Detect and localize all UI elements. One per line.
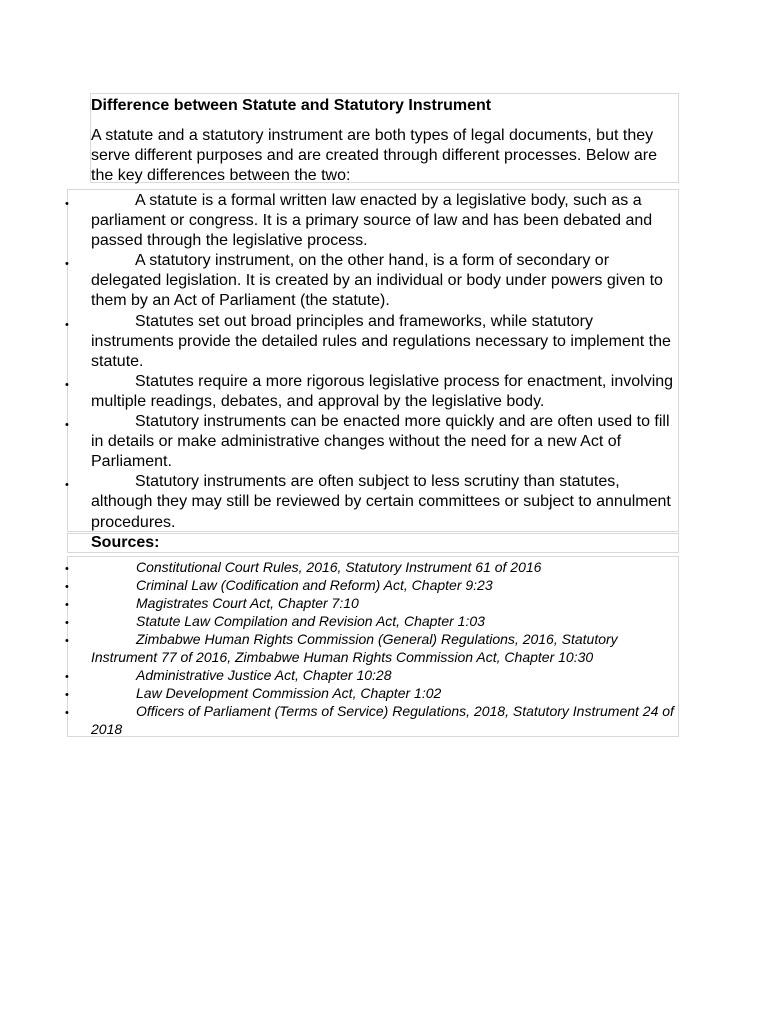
list-item xyxy=(65,312,678,372)
sources-heading: Sources: xyxy=(91,534,160,551)
bullet-icon: • xyxy=(65,599,69,611)
difference-text: Statutory instruments are often subject to less scrutiny than statutes, although they may still be reviewed by certain committees or subject to annulment procedures. xyxy=(91,473,671,531)
bullet-icon: • xyxy=(65,671,69,683)
bullet-icon: • xyxy=(65,563,69,575)
list-item xyxy=(65,576,678,594)
list-item xyxy=(65,472,678,532)
list-item xyxy=(65,372,678,412)
list-item xyxy=(65,558,678,576)
list-item xyxy=(65,594,678,612)
sources-heading-section xyxy=(67,533,679,553)
intro-paragraph: A statute and a statutory instrument are both types of legal documents, but they serve different purposes and are created through different processes. Below are the key differences between the two: xyxy=(91,127,657,184)
list-item xyxy=(65,684,678,702)
list-item xyxy=(65,612,678,630)
list-item xyxy=(65,191,678,251)
list-item xyxy=(65,251,678,311)
bullet-icon: • xyxy=(65,378,69,391)
difference-text: A statute is a formal written law enacted by a legislative body, such as a parliament or congress. It is a primary source of law and has been debated and passed through the legislative process. xyxy=(91,192,653,250)
bullet-icon: • xyxy=(65,689,69,701)
difference-text: Statutory instruments can be enacted more quickly and are often used to fill in details or make administrative changes without the need for a new Act of Parliament. xyxy=(91,413,670,471)
list-item xyxy=(65,630,678,666)
list-item xyxy=(65,666,678,684)
bullet-icon: • xyxy=(65,617,69,629)
bullet-icon: • xyxy=(65,258,69,271)
list-item xyxy=(65,412,678,472)
bullet-icon: • xyxy=(65,318,69,331)
source-text: Magistrates Court Act, Chapter 7:10 xyxy=(136,595,359,611)
difference-text: Statutes require a more rigorous legislative process for enactment, involving multiple readings, debates, and approval by the legislative body. xyxy=(91,372,674,410)
differences-list xyxy=(67,189,679,532)
bullet-icon: • xyxy=(65,635,69,647)
sources-list xyxy=(67,556,679,737)
difference-text: A statutory instrument, on the other hand, is a form of secondary or delegated legislation. It is created by an individual or body under powers given to them by an Act of Parliament (the statute). xyxy=(91,252,663,310)
source-text: Criminal Law (Codification and Reform) Act, Chapter 9:23 xyxy=(136,577,493,593)
bullet-icon: • xyxy=(65,707,69,719)
source-text: Statute Law Compilation and Revision Act, Chapter 1:03 xyxy=(136,613,485,629)
source-text: Zimbabwe Human Rights Commission (General) Regulations, 2016, Statutory Instrument 77 of 2016, Zimbabwe Human Rights Commission Act, Chapter 10:30 xyxy=(91,631,618,665)
source-text: Law Development Commission Act, Chapter 1:02 xyxy=(136,685,442,701)
title-section xyxy=(90,93,679,183)
list-item xyxy=(65,702,678,738)
bullet-icon: • xyxy=(65,581,69,593)
source-text: Constitutional Court Rules, 2016, Statutory Instrument 61 of 2016 xyxy=(136,559,542,575)
source-text: Administrative Justice Act, Chapter 10:28 xyxy=(136,667,392,683)
difference-text: Statutes set out broad principles and frameworks, while statutory instruments provide the detailed rules and regulations necessary to implement the statute. xyxy=(91,312,671,370)
bullet-icon: • xyxy=(65,198,69,210)
bullet-icon: • xyxy=(65,479,69,492)
document-title: Difference between Statute and Statutory Instrument xyxy=(91,97,492,114)
bullet-icon: • xyxy=(65,419,69,432)
source-text: Officers of Parliament (Terms of Service) Regulations, 2018, Statutory Instrument 24 of 2018 xyxy=(91,703,674,737)
